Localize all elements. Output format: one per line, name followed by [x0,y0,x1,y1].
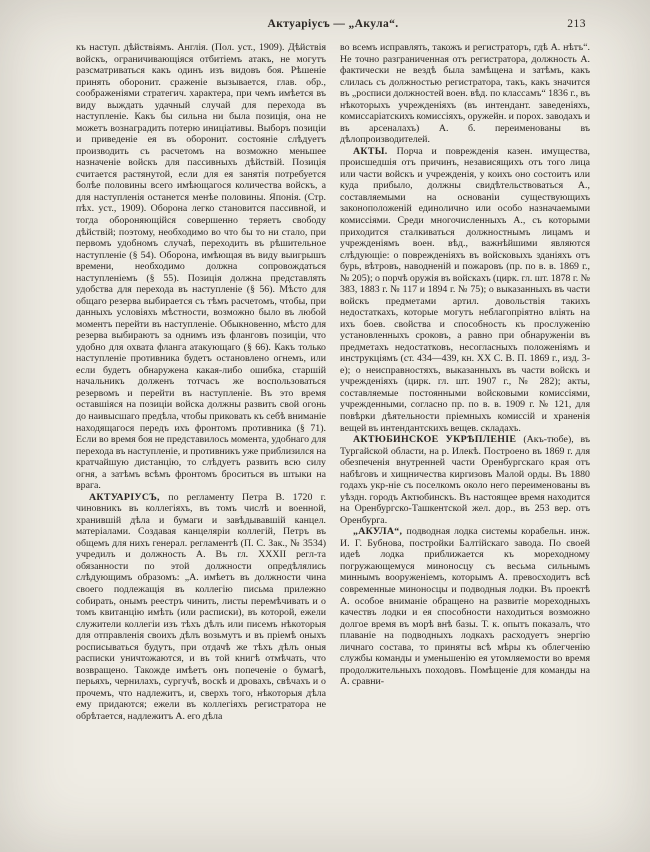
paragraph: АКТЮБИНСКОЕ УКРѢПЛЕНІЕ (Акъ-тюбе), въ Тургайской области, на р. Илекѣ. Построено въ 1869 г. для обезпеченія внутренней части Оренбургскаго края отъ набѣговъ и хищничества киргизовъ Малой орды. Въ 1880 годахъ укр-ніе съ поселкомъ около него переименованы въ уѣздн. городъ Актюбинскъ. Въ настоящее время находится на Оренбургско-Ташкентской жел. дор., въ 253 вер. отъ Оренбурга. [340,434,590,526]
page-number: 213 [567,18,586,30]
article-headword: „АКУЛА“, [353,526,407,538]
right-column [340,42,590,844]
paragraph: къ наступ. дѣйствіямъ. Англія. (Пол. уст., 1909). Дѣйствія войскъ, ограничивающіяся отбитіемъ атакъ, не могутъ разсматриваться какъ одинъ изъ видовъ боя. Рѣшеніе принять оборонит. сраженіе вызывается, глав. обр., соображеніями стратегич. характера, при чемъ имѣется въ виду выждать удачный случай для перехода въ наступленіе. Какъ бы сильна ни была позиція, она не можетъ вознаградить потерю иниціативы. Выборъ позиціи и приведеніе ея въ оборонит. состояніе слѣдуетъ производить съ расчетомъ на возможно меньшее назначеніе войскъ для пассивныхъ дѣйствій. Позиція считается растянутой, если для ея занятія потребуется болѣе половины всего имѣющагося количества войскъ, а для наступленія останется менѣе половины. Японія. (Стр. пѣх. уст., 1909). Оборона легко становится пассивной, и тогда обороняющійся совершенно теряетъ свободу дѣйствій; поэтому, необходимо во что бы то ни стало, при первомъ удобномъ случаѣ, переходить въ рѣшительное наступленіе (§ 54). Оборона, имѣющая въ виду выигрышъ времени, необходимо должна сопровождаться наступленіемъ (§ 55). Позиція должна представлять удобства для перехода въ наступленіе (§ 56). Мѣсто для общаго резерва выбирается съ тѣмъ расчетомъ, чтобы, при данныхъ условіяхъ мѣстности, возможно было въ любой моментъ перейти въ наступленіе. Обыкновенно, мѣсто для резерва выбираютъ за однимъ изъ фланговъ позиціи, что удобно для охвата фланга атакующаго (§ 66). Какъ только наступленіе противника будетъ остановлено огнемъ, или если будетъ обнаружена какая-либо ошибка, старшій начальникъ долженъ тотчасъ же воспользоваться резервомъ и перейти въ наступленіе. Въ это время оставшіяся на позиціи войска должны развить свой огонь до наивысшаго предѣла, чтобы приковать къ себѣ вниманіе находящагося передъ ихъ фронтомъ противника (§ 71). Если во время боя не представилось момента, удобнаго для перехода въ наступленіе, и противникъ уже приблизился на кратчайшую дистанцію, то слѣдуетъ развить всю силу огня, а затѣмъ всѣмъ фронтомъ броситься въ штыки на врага. [76,42,326,492]
article-headword: АКТЫ. [353,145,397,157]
text-columns [76,42,590,844]
article-headword: АКТЮБИНСКОЕ УКРѢПЛЕНІЕ [353,434,524,446]
page-header [76,18,590,34]
article-headword: АКТУАРІУСЪ, [89,491,169,503]
running-title: Актуаріусъ — „Акула“. [267,18,399,30]
left-column [76,42,326,844]
paragraph: во всемъ исправлять, такожъ и регистраторъ, гдѣ А. нѣтъ“. Не точно разграниченная отъ регистратора, должность А. фактически не вездѣ была замѣщена и затѣмъ, какъ слилась съ должностью регистратора, такъ, какъ значится въ „росписи должностей воен. вѣд. по классамъ“ 1836 г., въ нѣкоторыхъ учрежденіяхъ (въ интендант. заведеніяхъ, комиссаріатскихъ комиссіяхъ, оружейн. и порох. заводахъ и въ арсеналахъ) А. б. переименованы въ дѣлопроизводителей. [340,42,590,146]
paragraph: АКТЫ. Порча и поврежденія казен. имущества, происшедшія отъ причинъ, независящихъ отъ того лица или части войскъ и учрежденія, у коихъ оно состоитъ или куда прибыло, должны свидѣтельствоваться А., составляемыми на основаніи существующихъ законоположеній единолично или особо назначаемыми комиссіями. Среди многочисленныхъ А., съ которыми приходится сталкиваться должностнымъ лицамъ и учрежденіямъ воен. вѣд., важнѣйшими являются слѣдующіе: о поврежденіяхъ въ войсковыхъ зданіяхъ отъ бурь, вѣтровъ, наводненій и пожаровъ (пр. по в. в. 1869 г., № 205); о порчѣ оружія въ войскахъ (цирк. гл. шт. 1878 г. № 383, 1883 г. № 117 и 1894 г. № 75); о выказанныхъ въ части войскъ предметами артил. довольствія такихъ недостаткахъ, которые могутъ неблагопріятно вліять на ихъ боев. свойства и способность къ прослуженію установленныхъ сроковъ, а равно при обнаруженіи въ предметахъ недостатковъ, несогласныхъ положеніямъ и инструкціямъ (ст. 434—439, кн. XX С. В. П. 1869 г., изд. 3-е); о неисправностяхъ, выказанныхъ въ части войскъ и учрежденіяхъ (цирк. гл. шт. 1907 г., № 282); акты, составляемые постоянными войсковыми комиссіями, учрежденными, согласно пр. по в. в. 1909 г. № 121, для повѣрки дѣятельности пріемныхъ комиссій и храненія вещей въ интендантскихъ вещев. складахъ. [340,145,590,434]
paragraph: АКТУАРІУСЪ, по регламенту Петра В. 1720 г. чиновникъ въ коллегіяхъ, въ томъ числѣ и военной, хранившій дѣла и бумаги и завѣдывавшій канцел. матеріалами. Создавая канцеляріи коллегій, Петръ въ общемъ для нихъ генерал. регламентѣ (П. С. Зак., № 3534) учредилъ и должность А. Въ гл. XXXII регл-та обязанности по этой должности опредѣлялись слѣдующимъ образомъ: „А. имѣетъ въ должности чина своего подлежащія въ коллегію письма прилежно собирать, онымъ реестръ чинить, листы перемѣчивать и о томъ квитанцію имѣть (или расписки), въ которой, ежели служители коллегіи изъ тѣхъ дѣлъ или писемъ нѣкоторыя для отправленія своихъ дѣлъ возьмутъ и въ пріемѣ оныхъ росписываться будутъ, при отдачѣ же тѣхъ дѣлъ оныя расписки уничтожаются, и въ той книгѣ отмѣчать, что возвращено. Такожде имѣетъ онъ попеченіе о бумагѣ, перьяхъ, чернилахъ, сургучѣ, воскѣ и дровахъ, свѣчахъ и о прочемъ, что надлежитъ, и, сверхъ того, нѣкоторыя дѣла ему придаются; ежели въ коллегіяхъ регистратора не обрѣтается, надлежитъ А. его дѣла [76,491,326,722]
paragraph: „АКУЛА“, подводная лодка системы корабельн. инж. И. Г. Бубнова, постройки Балтійскаго завода. По своей идеѣ лодка приближается къ мореходному погружающемуся миноносцу съ весьма сильнымъ миннымъ вооруженіемъ, которымъ А. превосходитъ всѣ современные миноносцы и подводныя лодки. Въ проектѣ А. особое вниманіе обращено на развитіе мореходныхъ качествъ лодки и ея способности находиться возможно долгое время въ морѣ внѣ базы. Т. к. опытъ показалъ, что плаваніе на подводныхъ лодкахъ расходуетъ энергію личнаго состава, то приняты всѣ мѣры къ облегченію службы команды и уменьшенію ея утомляемости во время продолжительныхъ походовъ. Помѣщеніе для команды на А. сравни- [340,526,590,688]
